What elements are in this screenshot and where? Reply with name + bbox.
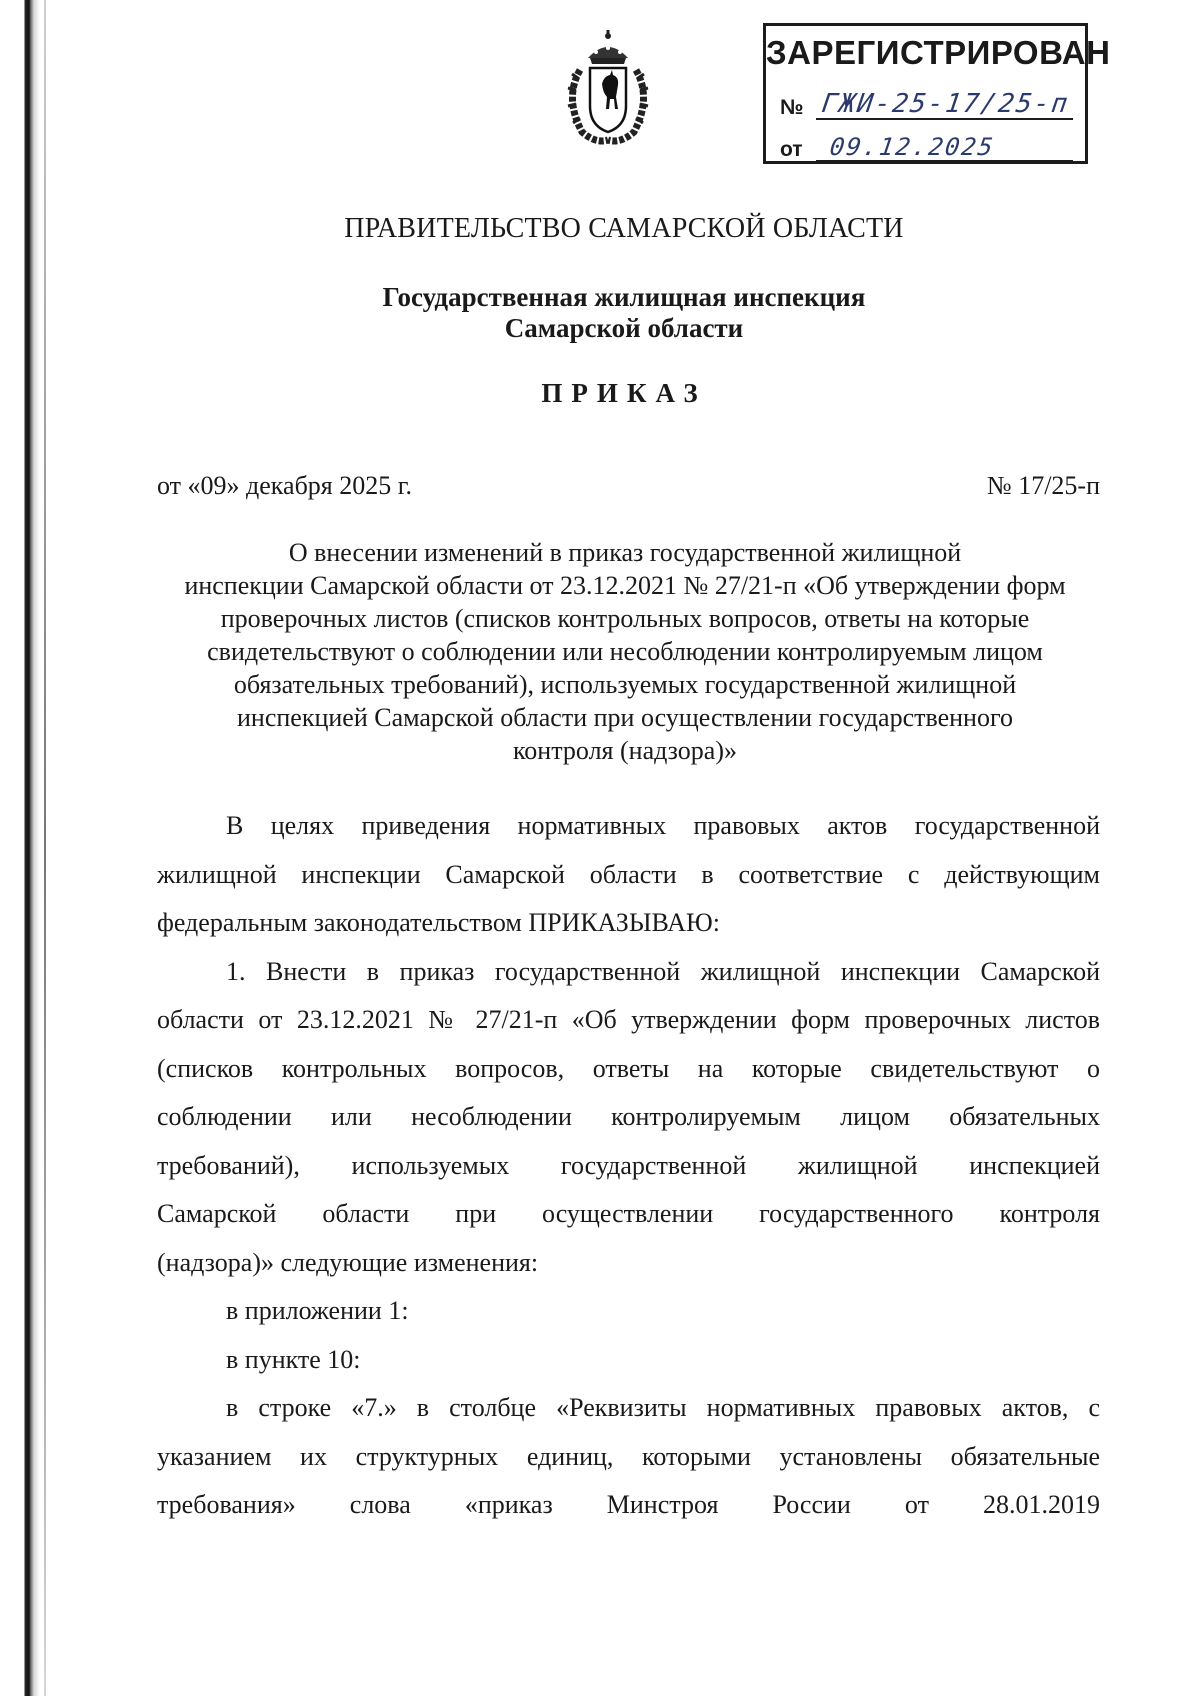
subject-line: контроля (надзора)» xyxy=(513,736,737,765)
inspection-name-line1: Государственная жилищная инспекция xyxy=(382,282,866,312)
stamp-number-row xyxy=(780,84,1073,124)
body-line: требований), используемых государственной жилищной инспекцией xyxy=(157,1150,1100,1180)
order-number: № 17/25-п xyxy=(986,471,1100,500)
subject-line: инспекцией Самарской области при осуществлении государственного xyxy=(237,703,1013,732)
body-line: (надзора)» следующие изменения: xyxy=(157,1247,539,1277)
subject-line: обязательных требований), используемых государственной жилищной xyxy=(233,670,1017,699)
subject-line: инспекции Самарской области от 23.12.2021 № 27/21-п «Об утверждении форм xyxy=(184,571,1066,600)
scan-binding-edge xyxy=(0,0,50,1696)
subject-line: О внесении изменений в приказ государственной жилищной xyxy=(288,538,962,567)
body-line: федеральным законодательством ПРИКАЗЫВАЮ: xyxy=(157,908,720,937)
stamp-title: ЗАРЕГИСТРИРОВАН xyxy=(766,34,1111,71)
stamp-number-label: № xyxy=(780,96,804,119)
body-line: требования» слова «приказ Минстроя России от 28.01.2019 xyxy=(157,1490,1100,1519)
stamp-date-label: от xyxy=(780,138,803,161)
body-line: Самарской области при осуществлении государственного контроля xyxy=(157,1199,1100,1228)
government-heading: ПРАВИТЕЛЬСТВО САМАРСКОЙ ОБЛАСТИ xyxy=(344,213,904,244)
subject-line: свидетельствуют о соблюдении или несоблюдении контролируемым лицом xyxy=(207,637,1043,666)
body-line: области от 23.12.2021 № 27/21-п «Об утверждении форм проверочных листов xyxy=(157,1005,1100,1034)
stamp-number-handwritten: ГЖИ-25-17/25-п xyxy=(819,89,1072,119)
body-line: (списков контрольных вопросов, ответы на которые свидетельствуют о xyxy=(157,1053,1100,1083)
order-subject xyxy=(150,536,1100,767)
body-line: жилищной инспекции Самарской области в соответствие с действующим xyxy=(157,859,1100,889)
scan-binding-shadow xyxy=(44,0,46,1696)
body-line: соблюдении или несоблюдении контролируемым лицом обязательных xyxy=(157,1102,1100,1131)
samara-coat-of-arms-icon xyxy=(558,28,658,150)
body-line: в строке «7.» в столбце «Реквизиты нормативных правовых актов, с xyxy=(226,1393,1100,1422)
stamp-date-row xyxy=(780,126,1073,166)
stamp-date-handwritten: 09.12.2025 xyxy=(828,133,997,161)
body-line: указанием их структурных единиц, которыми установлены обязательные xyxy=(157,1441,1100,1471)
inspection-name-line2: Самарской области xyxy=(504,313,744,343)
body-line: В целях приведения нормативных правовых актов государственной xyxy=(226,811,1100,840)
subject-line: проверочных листов (списков контрольных вопросов, ответы на которые xyxy=(220,604,1030,633)
order-date: от «09» декабря 2025 г. xyxy=(157,471,412,500)
registration-stamp xyxy=(763,23,1111,164)
order-body xyxy=(157,802,1100,1530)
body-line: в пункте 10: xyxy=(226,1344,361,1374)
body-line: 1. Внести в приказ государственной жилищной инспекции Самарской xyxy=(226,956,1100,986)
body-line: в приложении 1: xyxy=(226,1296,409,1325)
document-type-title: ПРИКАЗ xyxy=(541,378,707,408)
